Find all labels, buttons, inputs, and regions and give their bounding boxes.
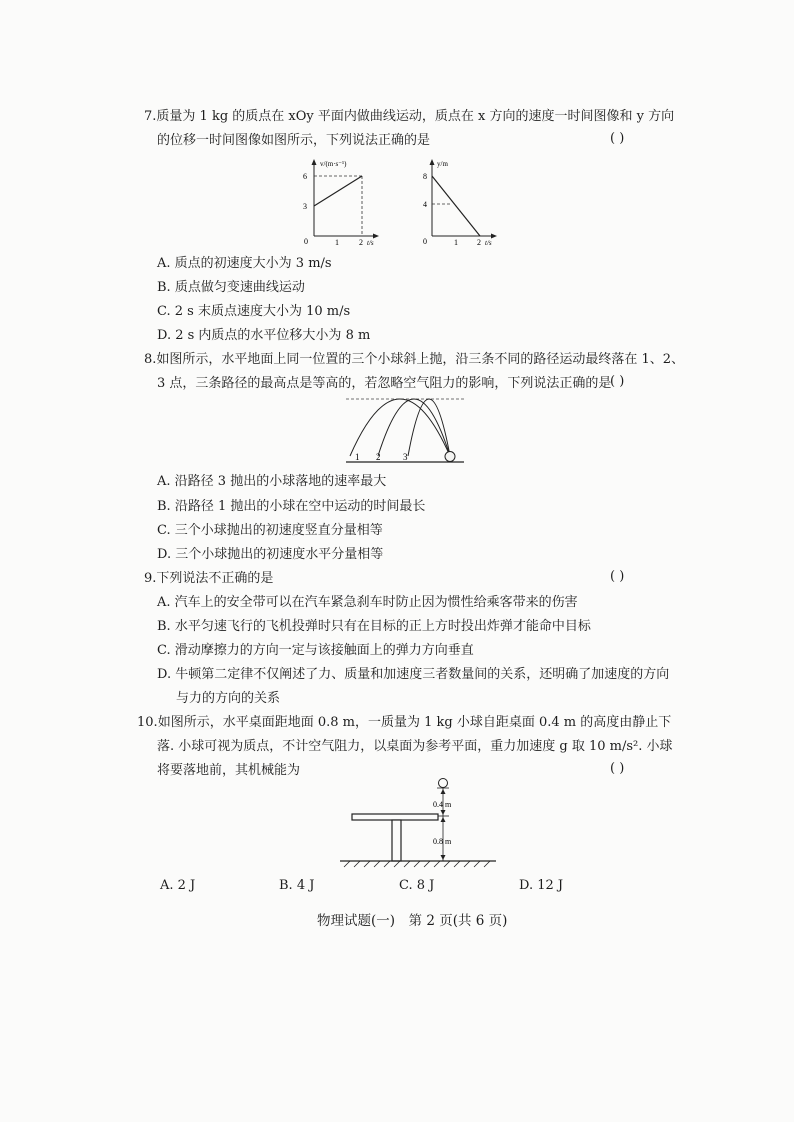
- q7-displacement-time-graph: [420, 156, 502, 248]
- yt-ytick-4: 4: [423, 200, 427, 209]
- q9-option-a: A. 汽车上的安全带可以在汽车紧急刹车时防止因为惯性给乘客带来的伤害: [157, 595, 578, 610]
- vt-y-label: v/(m·s⁻¹): [320, 160, 347, 168]
- q7-option-d: D. 2 s 内质点的水平位移大小为 8 m: [157, 328, 371, 343]
- vt-xtick-2: 2: [359, 238, 363, 247]
- vt-data-line: [314, 176, 362, 206]
- yt-x-label: t/s: [485, 239, 492, 247]
- landing-label-3: 3: [403, 452, 408, 462]
- page-footer: 物理试题(一) 第 2 页(共 6 页): [317, 913, 508, 929]
- vt-ytick-6: 6: [303, 172, 307, 181]
- vt-ytick-3: 3: [303, 202, 307, 211]
- q10-answer-paren: ( ): [610, 761, 625, 776]
- q8-option-c: C. 三个小球抛出的初速度竖直分量相等: [157, 523, 383, 538]
- q7-answer-paren: ( ): [610, 131, 625, 146]
- label-upper-height: 0.4 m: [433, 800, 452, 809]
- q7-stem-line1: [144, 107, 674, 127]
- q8-text-line2: 3 点，三条路径的最高点是等高的，若忽略空气阻力的影响，下列说法正确的是: [157, 376, 612, 391]
- upper-arrow-top: [441, 789, 446, 794]
- ball-launch-position: [445, 452, 455, 462]
- landing-label-1: 1: [355, 452, 360, 462]
- q8-answer-paren: ( ): [610, 374, 625, 389]
- table-top: [352, 814, 438, 820]
- q10-option-d: D. 12 J: [519, 878, 564, 893]
- yt-ytick-8: 8: [423, 172, 427, 181]
- q8-trajectory-figure: [338, 393, 470, 467]
- q9-option-c: C. 滑动摩擦力的方向一定与该接触面上的弹力方向垂直: [157, 643, 474, 658]
- upper-arrow-bottom: [441, 810, 446, 815]
- q7-option-a: A. 质点的初速度大小为 3 m/s: [157, 256, 332, 271]
- yt-x-arrow: [491, 234, 497, 239]
- yt-xtick-1: 1: [454, 238, 458, 247]
- q10-table-ball-figure: [338, 776, 498, 872]
- yt-xtick-2: 2: [477, 238, 481, 247]
- q8-option-d: D. 三个小球抛出的初速度水平分量相等: [157, 547, 384, 562]
- vt-xtick-1: 1: [335, 238, 339, 247]
- q7-number: 7.: [144, 109, 157, 124]
- q9-text-line1: 下列说法不正确的是: [156, 571, 274, 586]
- ball: [439, 779, 448, 788]
- path-3: [408, 399, 450, 456]
- q9-option-d-continued: 与力的方向的关系: [176, 691, 281, 706]
- vt-x-label: t/s: [367, 239, 374, 247]
- q10-option-c: C. 8 J: [399, 878, 435, 893]
- yt-y-label: y/m: [437, 160, 448, 168]
- q8-text-line1: 如图所示，水平地面上同一位置的三个小球斜上抛，沿三条不同的路径运动最终落在 1、2、: [156, 352, 685, 367]
- vt-y-arrow: [312, 159, 317, 165]
- q9-stem-line1: [144, 569, 273, 589]
- lower-arrow-bottom: [441, 855, 446, 860]
- landing-label-2: 2: [376, 452, 381, 462]
- yt-origin: 0: [423, 237, 427, 246]
- vt-x-arrow: [373, 234, 379, 239]
- q10-stem-line1: [137, 713, 671, 733]
- q8-option-a: A. 沿路径 3 抛出的小球落地的速率最大: [157, 474, 387, 489]
- q7-option-b: B. 质点做匀变速曲线运动: [157, 280, 305, 295]
- q10-option-b: B. 4 J: [279, 878, 315, 893]
- q8-stem-line1: [144, 350, 684, 370]
- q8-option-b: B. 沿路径 1 抛出的小球在空中运动的时间最长: [157, 499, 426, 514]
- q9-option-b: B. 水平匀速飞行的飞机投弹时只有在目标的正上方时投出炸弹才能命中目标: [157, 619, 591, 634]
- q10-text-line2: 落. 小球可视为质点，不计空气阻力，以桌面为参考平面，重力加速度 g 取 10 m/s². 小球: [157, 739, 673, 754]
- q8-number: 8.: [144, 352, 157, 367]
- q10-number: 10.: [137, 715, 158, 730]
- lower-arrow-top: [441, 817, 446, 822]
- yt-data-line: [432, 176, 480, 236]
- q10-text-line1: 如图所示，水平桌面距地面 0.8 m，一质量为 1 kg 小球自距桌面 0.4 m 的高度由静止下: [157, 715, 672, 730]
- q7-text-line2: 的位移一时间图像如图所示，下列说法正确的是: [157, 133, 431, 148]
- ground-hatching: [344, 861, 490, 867]
- yt-y-arrow: [430, 159, 435, 165]
- vt-origin: 0: [304, 237, 308, 246]
- q7-velocity-time-graph: [298, 156, 380, 248]
- q9-number: 9.: [144, 571, 157, 586]
- q7-option-c: C. 2 s 末质点速度大小为 10 m/s: [157, 304, 351, 319]
- q10-option-a: A. 2 J: [160, 878, 196, 893]
- label-lower-height: 0.8 m: [433, 837, 452, 846]
- q10-text-line3: 将要落地前，其机械能为: [157, 763, 301, 778]
- table-leg: [392, 820, 401, 861]
- q9-answer-paren: ( ): [610, 569, 625, 584]
- q9-option-d: D. 牛顿第二定律不仅阐述了力、质量和加速度三者数量间的关系，还明确了加速度的方向: [157, 667, 670, 682]
- q7-text-line1: 质量为 1 kg 的质点在 xOy 平面内做曲线运动，质点在 x 方向的速度一时间图像和 y 方向: [156, 109, 675, 124]
